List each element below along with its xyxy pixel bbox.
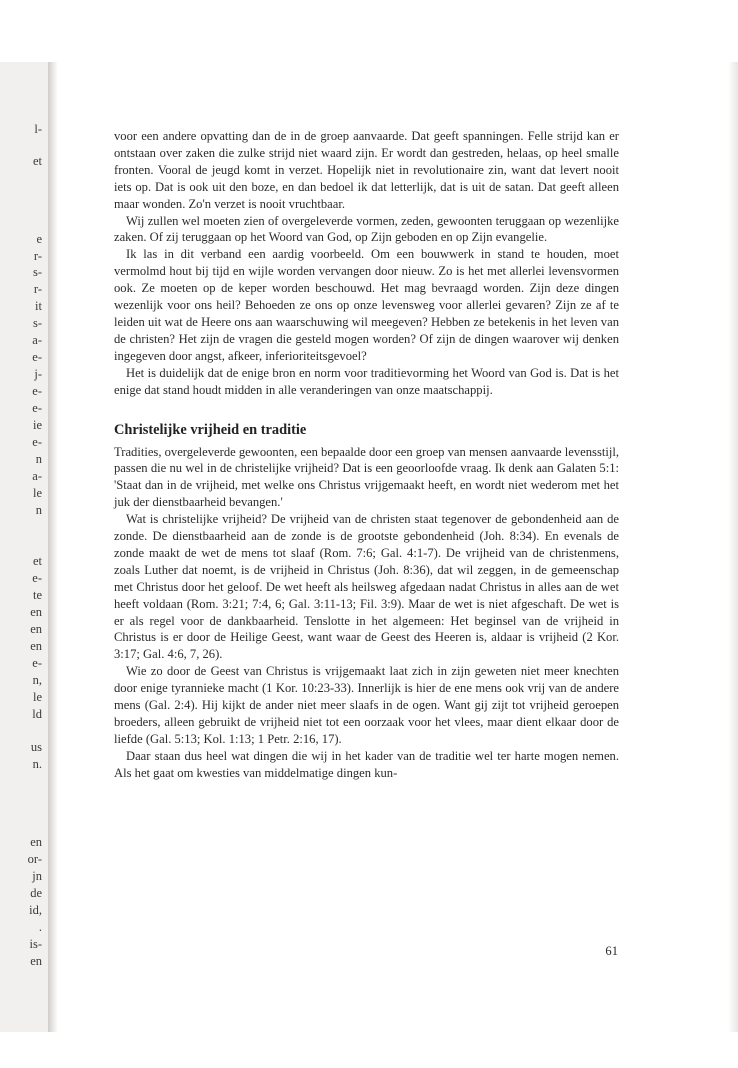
body-paragraph: Tradities, overgeleverde gewoonten, een bepaalde door een groep van mensen aanvaarde levensstijl, passen die nu wel in de christelijke vrijheid? Dat is een geoorloofde vraag. Ik denk aan Galaten 5:1: 'Staat dan in de vrijheid, met welke ons Christus vrijgemaakt heeft, en wordt niet wederom met het juk der dienstbaarheid bevangen.' xyxy=(114,444,619,510)
left-fragment: e- xyxy=(32,656,42,670)
left-fragment: r- xyxy=(33,282,42,296)
left-fragment: n. xyxy=(32,757,42,771)
left-fragment: r- xyxy=(33,249,42,263)
body-paragraph: Wat is christelijke vrijheid? De vrijheid van de christen staat tegenover de gebondenheid aan de zonde. De dienstbaarheid aan de zonde is de grootste gebondenheid (Joh. 8:34). En evenals de zonde maakt de wet de mens tot slaaf (Rom. 7:6; Gal. 4:1-7). De vrijheid van de christenmens, zoals Luther dat noemt, is de vrijheid in Christus (Joh. 8:36), dat wil zeggen, in de gemeenschap met Christus door het geloof. De wet heeft als heilsweg afgedaan nadat Christus in alles aan de wet heeft voldaan (Rom. 3:21; 7:4, 6; Gal. 3:11-13; Fil. 3:9). Maar de wet is niet afgeschaft. De wet is er als regel voor de dankbaarheid. Tenslotte in het algemeen: Het beginsel van de vrijheid in Christus is er door de Heilige Geest, want waar de Geest des Heeren is, aldaar is vrijheid (2 Kor. 3:17; Gal. 4:6, 7, 26). xyxy=(114,512,619,662)
left-page-edge xyxy=(0,62,48,1032)
left-fragment: et xyxy=(32,154,42,168)
left-fragment: n xyxy=(35,503,42,517)
left-fragment: e- xyxy=(32,571,42,585)
left-fragment: en xyxy=(30,639,42,653)
page-body xyxy=(114,128,619,782)
body-paragraph: Het is duidelijk dat de enige bron en norm voor traditievorming het Woord van God is. Dat is het enige dat stand houdt midden in alle veranderingen van onze maatschappij. xyxy=(114,365,619,397)
section-heading: Christelijke vrijheid en traditie xyxy=(114,421,307,438)
left-fragment: et xyxy=(32,554,42,568)
left-fragment: e xyxy=(36,232,42,246)
left-fragment: l- xyxy=(34,122,42,136)
left-fragment: de xyxy=(30,886,42,900)
body-paragraph: voor een andere opvatting dan de in de groep aanvaarde. Dat geeft spanningen. Felle strijd kan er ontstaan over zaken die zulke strijd niet waard zijn. Er wordt dan gestreden, helaas, op heel smalle fronten. Vooral de jeugd komt in verzet. Hopelijk niet in revolutionaire zin, want dat levert nooit iets op. Dat is ook uit den boze, en dan bedoel ik dat letterlijk, dat is uit de satan. Dat geeft alleen maar wonden. Zo'n verzet is nooit vruchtbaar. xyxy=(114,129,619,211)
body-paragraph: Daar staan dus heel wat dingen die wij in het kader van de traditie wel ter harte mogen nemen. Als het gaat om kwesties van middelmatige dingen kun- xyxy=(114,748,619,780)
left-fragment: en xyxy=(30,954,42,968)
right-page-edge xyxy=(728,62,738,1032)
left-fragment: a- xyxy=(32,333,42,347)
left-fragment: e- xyxy=(32,384,42,398)
left-fragment: s- xyxy=(32,265,42,279)
left-fragment: le xyxy=(32,486,42,500)
left-fragment: en xyxy=(30,835,42,849)
left-fragment: te xyxy=(32,588,42,602)
left-fragment: en xyxy=(30,605,42,619)
left-fragment: n xyxy=(35,452,42,466)
left-fragment: it xyxy=(35,299,42,313)
left-fragment: j- xyxy=(34,367,42,381)
left-fragment: id, xyxy=(29,903,42,917)
left-fragment: . xyxy=(38,920,42,934)
left-fragment: ld xyxy=(32,707,42,721)
left-fragment: e- xyxy=(32,350,42,364)
left-fragment: e- xyxy=(32,401,42,415)
left-fragment: us xyxy=(30,740,42,754)
left-fragment: s- xyxy=(32,316,42,330)
left-fragment: en xyxy=(30,622,42,636)
left-fragment: is- xyxy=(29,937,42,951)
left-fragment: or- xyxy=(27,852,42,866)
body-paragraph: Wie zo door de Geest van Christus is vrijgemaakt laat zich in zijn geweten niet meer knechten door enige tyrannieke macht (1 Kor. 10:23-33). Innerlijk is hier de ene mens ook vrij van de andere mens (Gal. 2:4). Hij kijkt de ander niet meer slaafs in de ogen. Want gij zijt tot vrijheid geroepen broeders, alleen gebruikt de vrijheid niet tot een oorzaak voor het vlees, maar dient elkaar door de liefde (Gal. 5:13; Kol. 1:13; 1 Petr. 2:16, 17). xyxy=(114,664,619,746)
left-fragment: jn xyxy=(32,869,42,883)
left-fragment: ie xyxy=(32,418,42,432)
left-fragment: a- xyxy=(32,469,42,483)
left-fragment: n, xyxy=(32,673,42,687)
left-fragment: le xyxy=(32,690,42,704)
body-paragraph: Ik las in dit verband een aardig voorbeeld. Om een bouwwerk in stand te houden, moet vermolmd hout bij tijd en wijle worden vervangen door nieuw. Zo is het met allerlei levensvormen ook. Ze moeten op de keper worden beschouwd. Het mag bevraagd worden. Zijn deze dingen wezenlijk voor ons heil? Behoeden ze ons op onze levensweg voor allerlei gevaren? Zijn ze af te leiden uit wat de Heere ons aan waarschuwing wil meegeven? Hebben ze betekenis in het leven van de christen? Het zijn de vragen die gesteld mogen worden? Of zijn de dingen waarover wij denken ingegeven door angst, afkeer, inferioriteitsgevoel? xyxy=(114,247,619,363)
page-number: 61 xyxy=(605,944,618,958)
body-paragraph: Wij zullen wel moeten zien of overgeleverde vormen, zeden, gewoonten teruggaan op wezenlijke zaken. Of zij teruggaan op het Woord van God, op Zijn geboden en op Zijn evangelie. xyxy=(114,213,619,245)
left-fragment: e- xyxy=(32,435,42,449)
book-gutter xyxy=(48,62,58,1032)
